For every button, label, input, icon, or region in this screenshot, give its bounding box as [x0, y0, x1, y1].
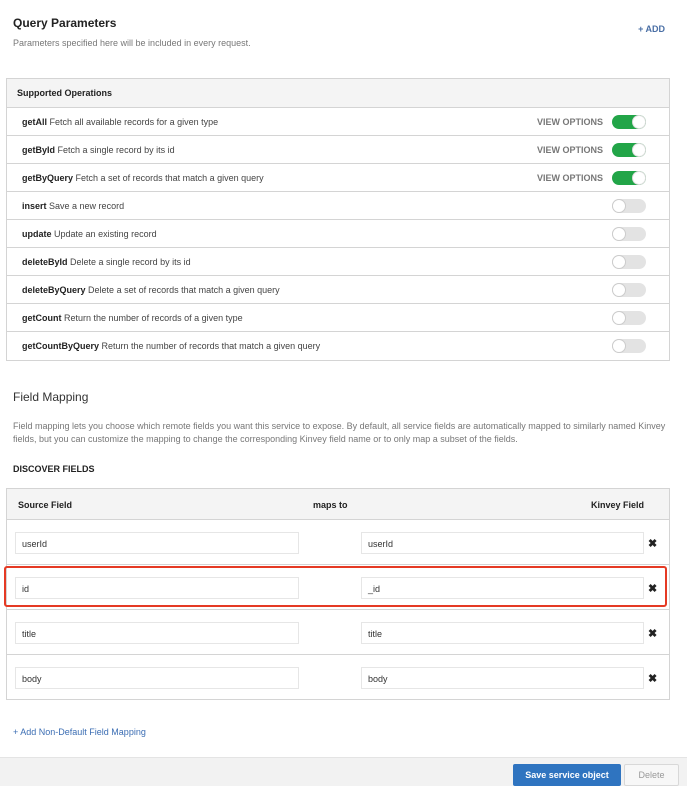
operation-toggle-getcount[interactable] [612, 311, 646, 325]
operation-text [22, 285, 280, 295]
operation-row-deletebyquery [7, 276, 669, 304]
toggle-knob [632, 171, 646, 185]
supported-operations-header: Supported Operations [7, 79, 669, 108]
operation-desc: Update an existing record [54, 229, 157, 239]
operation-desc: Return the number of records of a given type [64, 313, 243, 323]
operation-text [22, 229, 157, 239]
field-mapping-row [7, 656, 669, 700]
field-mapping-description: Field mapping lets you choose which remote fields you want this service to expose. By default, all service fields are automatically mapped to similarly named Kinvey fields, but you can customize the mapping to change the corresponding Kinvey field name or to only map a subset of the fields. [13, 421, 666, 444]
operation-desc: Return the number of records that match a given query [101, 341, 321, 351]
source-field-input[interactable]: userId [15, 532, 299, 554]
operation-toggle-getall[interactable] [612, 115, 646, 129]
operation-name: getCount [22, 313, 62, 323]
kinvey-field-input[interactable]: _id [361, 577, 644, 599]
delete-mapping-icon[interactable]: ✖ [648, 583, 658, 595]
operation-name: insert [22, 201, 47, 211]
operation-text [22, 313, 243, 323]
source-field-input[interactable]: body [15, 667, 299, 689]
operation-text [22, 117, 218, 127]
annotation-highlight-box [4, 566, 667, 607]
footer-bar [0, 757, 687, 786]
toggle-knob [632, 143, 646, 157]
operation-row-getbyquery [7, 164, 669, 192]
delete-button[interactable]: Delete [624, 764, 679, 786]
toggle-knob [612, 339, 626, 353]
toggle-knob [612, 227, 626, 241]
operation-row-getall [7, 108, 669, 136]
operation-desc: Save a new record [49, 201, 125, 211]
delete-mapping-icon[interactable]: ✖ [648, 673, 658, 685]
add-query-parameter-button[interactable]: + ADD [638, 24, 665, 34]
field-mapping-header [7, 489, 669, 520]
view-options-link[interactable]: VIEW OPTIONS [537, 173, 604, 183]
operation-row-getcountbyquery [7, 332, 669, 360]
operation-row-update [7, 220, 669, 248]
toggle-knob [612, 283, 626, 297]
save-service-object-button[interactable]: Save service object [513, 764, 621, 786]
discover-fields-link[interactable]: DISCOVER FIELDS [13, 464, 95, 474]
kinvey-field-input[interactable]: userId [361, 532, 644, 554]
operation-row-getcount [7, 304, 669, 332]
operation-name: getAll [22, 117, 48, 127]
toggle-knob [612, 311, 626, 325]
kinvey-field-input[interactable]: body [361, 667, 644, 689]
operation-toggle-deletebyquery[interactable] [612, 283, 646, 297]
toggle-knob [612, 199, 626, 213]
operation-desc: Delete a single record by its id [70, 257, 191, 267]
field-mapping-row [7, 521, 669, 565]
operation-text [22, 341, 320, 351]
maps-to-column-header: maps to [313, 500, 348, 510]
operation-toggle-insert[interactable] [612, 199, 646, 213]
operation-row-deletebyid [7, 248, 669, 276]
kinvey-field-input[interactable]: title [361, 622, 644, 644]
operation-desc: Fetch a single record by its id [57, 145, 175, 155]
operation-toggle-getbyid[interactable] [612, 143, 646, 157]
delete-mapping-icon[interactable]: ✖ [648, 538, 658, 550]
operation-name: getById [22, 145, 56, 155]
operation-desc: Delete a set of records that match a given query [88, 285, 280, 295]
field-mapping-title: Field Mapping [13, 390, 89, 404]
kinvey-field-column-header: Kinvey Field [591, 500, 645, 510]
operation-desc: Fetch all available records for a given type [49, 117, 219, 127]
operation-name: getCountByQuery [22, 341, 100, 351]
operation-text [22, 257, 191, 267]
supported-operations-table [6, 78, 670, 361]
query-parameters-title: Query Parameters [13, 16, 117, 30]
operation-row-insert [7, 192, 669, 220]
operation-text [22, 173, 264, 183]
delete-mapping-icon[interactable]: ✖ [648, 628, 658, 640]
toggle-knob [632, 115, 646, 129]
operation-toggle-getcountbyquery[interactable] [612, 339, 646, 353]
operation-name: deleteByQuery [22, 285, 86, 295]
source-field-input[interactable]: id [15, 577, 299, 599]
source-field-input[interactable]: title [15, 622, 299, 644]
operation-row-getbyid [7, 136, 669, 164]
query-parameters-subtitle: Parameters specified here will be included in every request. [13, 38, 251, 48]
operation-text [22, 201, 124, 211]
operation-toggle-deletebyid[interactable] [612, 255, 646, 269]
add-field-mapping-link[interactable]: + Add Non-Default Field Mapping [13, 727, 146, 737]
operation-toggle-getbyquery[interactable] [612, 171, 646, 185]
operation-name: update [22, 229, 52, 239]
operation-name: getByQuery [22, 173, 74, 183]
operation-toggle-update[interactable] [612, 227, 646, 241]
source-field-column-header: Source Field [18, 500, 73, 510]
operation-text [22, 145, 175, 155]
view-options-link[interactable]: VIEW OPTIONS [537, 145, 604, 155]
operation-desc: Fetch a set of records that match a given query [75, 173, 264, 183]
operation-name: deleteById [22, 257, 68, 267]
toggle-knob [612, 255, 626, 269]
field-mapping-row [7, 611, 669, 655]
view-options-link[interactable]: VIEW OPTIONS [537, 117, 604, 127]
